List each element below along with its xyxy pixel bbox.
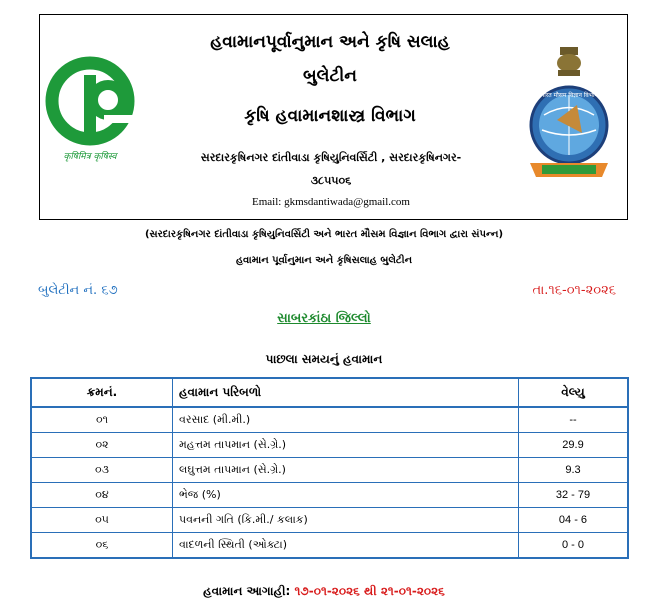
row-serial: ૦૩ bbox=[31, 458, 173, 483]
forecast-dates: ૧૭-૦૧-૨૦૨૬ થી ૨૧-૦૧-૨૦૨૬ bbox=[294, 584, 445, 598]
forecast-heading bbox=[0, 584, 648, 599]
table-row bbox=[31, 483, 628, 508]
row-parameter: વાદળની સ્થિતી (ઓક્ટા) bbox=[173, 533, 519, 559]
col-header-serial: ક્રમનં. bbox=[31, 378, 173, 407]
bulletin-title-line2: બુલેટીન bbox=[303, 66, 357, 86]
imd-logo-caption: भारत मौसम विज्ञान विभाग bbox=[540, 92, 598, 99]
subtitle-line2: હવામાન પૂર્વાનુમાન અને કૃષિસલાહ બુલેટીન bbox=[235, 255, 413, 266]
row-value: 29.9 bbox=[519, 433, 629, 458]
row-value: 0 - 0 bbox=[519, 533, 629, 559]
address-line1: સરદારકૃષિનગર દાંતીવાડા કૃષિયુનિવર્સિટી , સરદારકૃષિનગર- bbox=[200, 151, 462, 164]
table-header-row bbox=[31, 378, 628, 407]
bulletin-title: હવામાનપૂર્વાનુમાન અને કૃષિ સલાહ bbox=[210, 32, 450, 52]
past-weather-title: પાછલા સમયનું હવામાન bbox=[265, 352, 383, 366]
row-parameter: ભેજ (%) bbox=[173, 483, 519, 508]
col-header-value: વેલ્યુ bbox=[519, 378, 629, 407]
subtitle-line1: (સરદારકૃષિનગર દાંતીવાડા કૃષિયુનિવર્સિટી અને ભારત મૌસમ વિજ્ઞાન વિભાગ દ્વારા સંપન્ન) bbox=[144, 229, 504, 240]
email: Email: gkmsdantiwada@gmail.com bbox=[252, 196, 410, 208]
forecast-label: હવામાન આગાહી: bbox=[203, 584, 295, 598]
past-weather-table bbox=[30, 377, 629, 559]
table-row bbox=[31, 533, 628, 559]
address-line2: ૩૮૫૫૦૬ bbox=[310, 174, 352, 187]
row-serial: ૦૧ bbox=[31, 407, 173, 433]
row-value: 04 - 6 bbox=[519, 508, 629, 533]
table-row bbox=[31, 508, 628, 533]
table-row bbox=[31, 433, 628, 458]
row-serial: ૦૪ bbox=[31, 483, 173, 508]
row-serial: ૦૬ bbox=[31, 533, 173, 559]
district-name: સાબરકાંઠા જિલ્લો bbox=[277, 311, 371, 326]
row-parameter: વરસાદ (મી.મી.) bbox=[173, 407, 519, 433]
table-row bbox=[31, 407, 628, 433]
col-header-parameter: હવામાન પરિબળો bbox=[173, 378, 519, 407]
row-value: -- bbox=[519, 407, 629, 433]
row-parameter: પવનની ગતિ (કિ.મી./ કલાક) bbox=[173, 508, 519, 533]
row-parameter: લઘુત્તમ તાપમાન (સે.ગ્રે.) bbox=[173, 458, 519, 483]
department-name: કૃષિ હવામાનશાસ્ત્ર વિભાગ bbox=[244, 106, 416, 126]
row-value: 32 - 79 bbox=[519, 483, 629, 508]
row-value: 9.3 bbox=[519, 458, 629, 483]
university-logo-caption: कृषिमित्र कृषिस्व bbox=[63, 152, 117, 162]
row-serial: ૦૫ bbox=[31, 508, 173, 533]
row-parameter: મહત્તમ તાપમાન (સે.ગ્રે.) bbox=[173, 433, 519, 458]
imd-logo bbox=[522, 45, 617, 185]
bulletin-number: બુલેટીન નં. ૬૭ bbox=[38, 283, 118, 298]
bulletin-date: તા.૧૬-૦૧-૨૦૨૬ bbox=[532, 283, 616, 298]
row-serial: ૦૨ bbox=[31, 433, 173, 458]
table-row bbox=[31, 458, 628, 483]
address bbox=[150, 146, 512, 192]
university-logo bbox=[44, 45, 144, 175]
